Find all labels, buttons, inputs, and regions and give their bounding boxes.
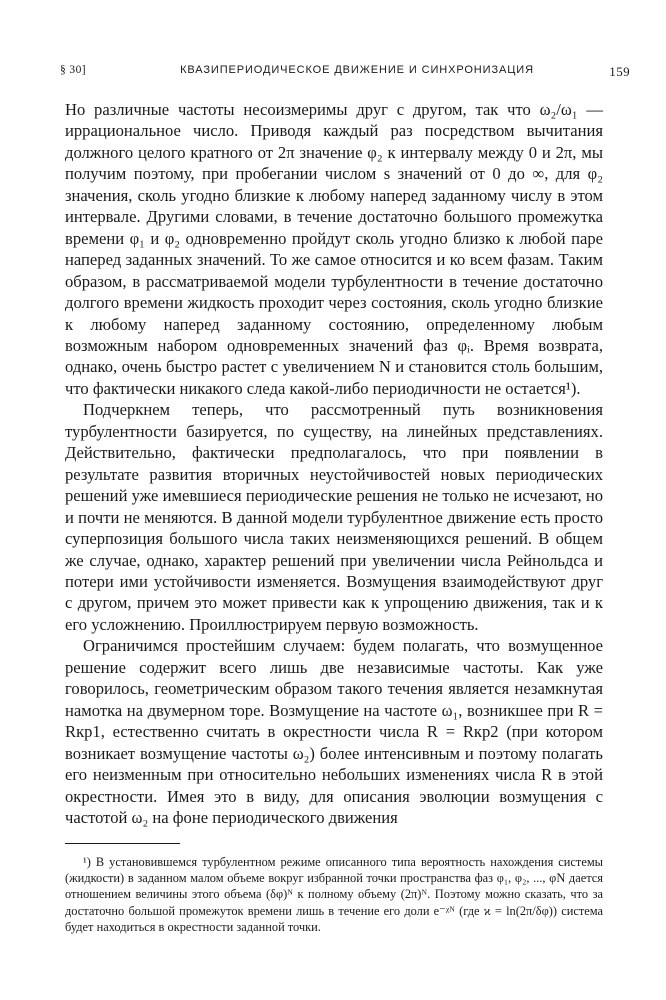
footnote: ¹) В установившемся турбулентном режиме описанного типа вероятность нахождения системы (жидкости) в заданном малом объеме вокруг избранной точки пространства фаз φ₁, φ₂, ..., φN дается отношением величины этого объема (δφ)ᴺ к полному объему (2π)ᴺ. Поэтому можно сказать, что за достаточно большой промежуток времени лишь в течение его доли e⁻ᵡᴺ (где ϰ = ln(2π/δφ)) система будет находиться в окрестности заданной точки. xyxy=(65,855,603,934)
paragraph: Но различные частоты несоизмеримы друг с другом, так что ω₂/ω₁ — иррациональное число. Приводя каждый раз посредством вычитания должного целого кратного от 2π значение φ₂ к интервалу между 0 и 2π, мы получим поэтому, при пробегании числом s значений от 0 до ∞, для φ₂ значения, сколь угодно близкие к любому наперед заданному числу в этом интервале. Другими словами, в течение достаточно большого промежутка времени φ₁ и φ₂ одновременно пройдут сколь угодно близко к любой паре наперед заданных значений. То же самое относится и ко всем фазам. Таким образом, в рассматриваемой модели турбулентности в течение достаточно долгого времени жидкость проходит через состояния, сколь угодно близкие к любому наперед заданному состоянию, определенному любым возможным набором одновременных значений фаз φᵢ. Время возврата, однако, очень быстро растет с увеличением N и становится столь большим, что фактически никакого следа какой-либо периодичности не остается¹). xyxy=(65,100,603,398)
footnote-divider xyxy=(65,843,180,844)
paragraph: Подчеркнем теперь, что рассмотренный путь возникновения турбулентности базируется, по существу, на линейных представлениях. Действительно, фактически предполагалось, что при появлении в результате развития вторичных неустойчивостей новых периодических решений уже имевшиеся периодические решения не только не исчезают, но и почти не меняются. В данной модели турбулентное движение есть просто суперпозиция большого числа таких неизменяющихся решений. В общем же случае, однако, характер решений при увеличении числа Рейнольдса и потери ими устойчивости изменяется. Возмущения взаимодействуют друг с другом, причем это может привести как к упрощению движения, так и к его усложнению. Проиллюстрируем первую возможность. xyxy=(65,400,603,634)
section-number: § 30] xyxy=(60,64,86,76)
paragraph: Ограничимся простейшим случаем: будем полагать, что возмущенное решение содержит всего лишь две независимые частоты. Как уже говорилось, геометрическим образом такого течения является незамкнутая намотка на двумерном торе. Возмущение на частоте ω₁, возникшее при R = Rкр1, естественно считать в окрестности числа R = Rкр2 (при котором возникает возмущение частоты ω₂) более интенсивным и поэтому полагать его неизменным при относительно небольших изменениях числа R в этой окрестности. Имея это в виду, для описания эволюции возмущения с частотой ω₂ на фоне периодического движения xyxy=(65,636,603,827)
running-head xyxy=(60,64,630,86)
chapter-title: КВАЗИПЕРИОДИЧЕСКОЕ ДВИЖЕНИЕ И СИНХРОНИЗАЦИЯ xyxy=(180,64,534,76)
page-number: 159 xyxy=(609,64,630,79)
main-text xyxy=(65,99,603,828)
